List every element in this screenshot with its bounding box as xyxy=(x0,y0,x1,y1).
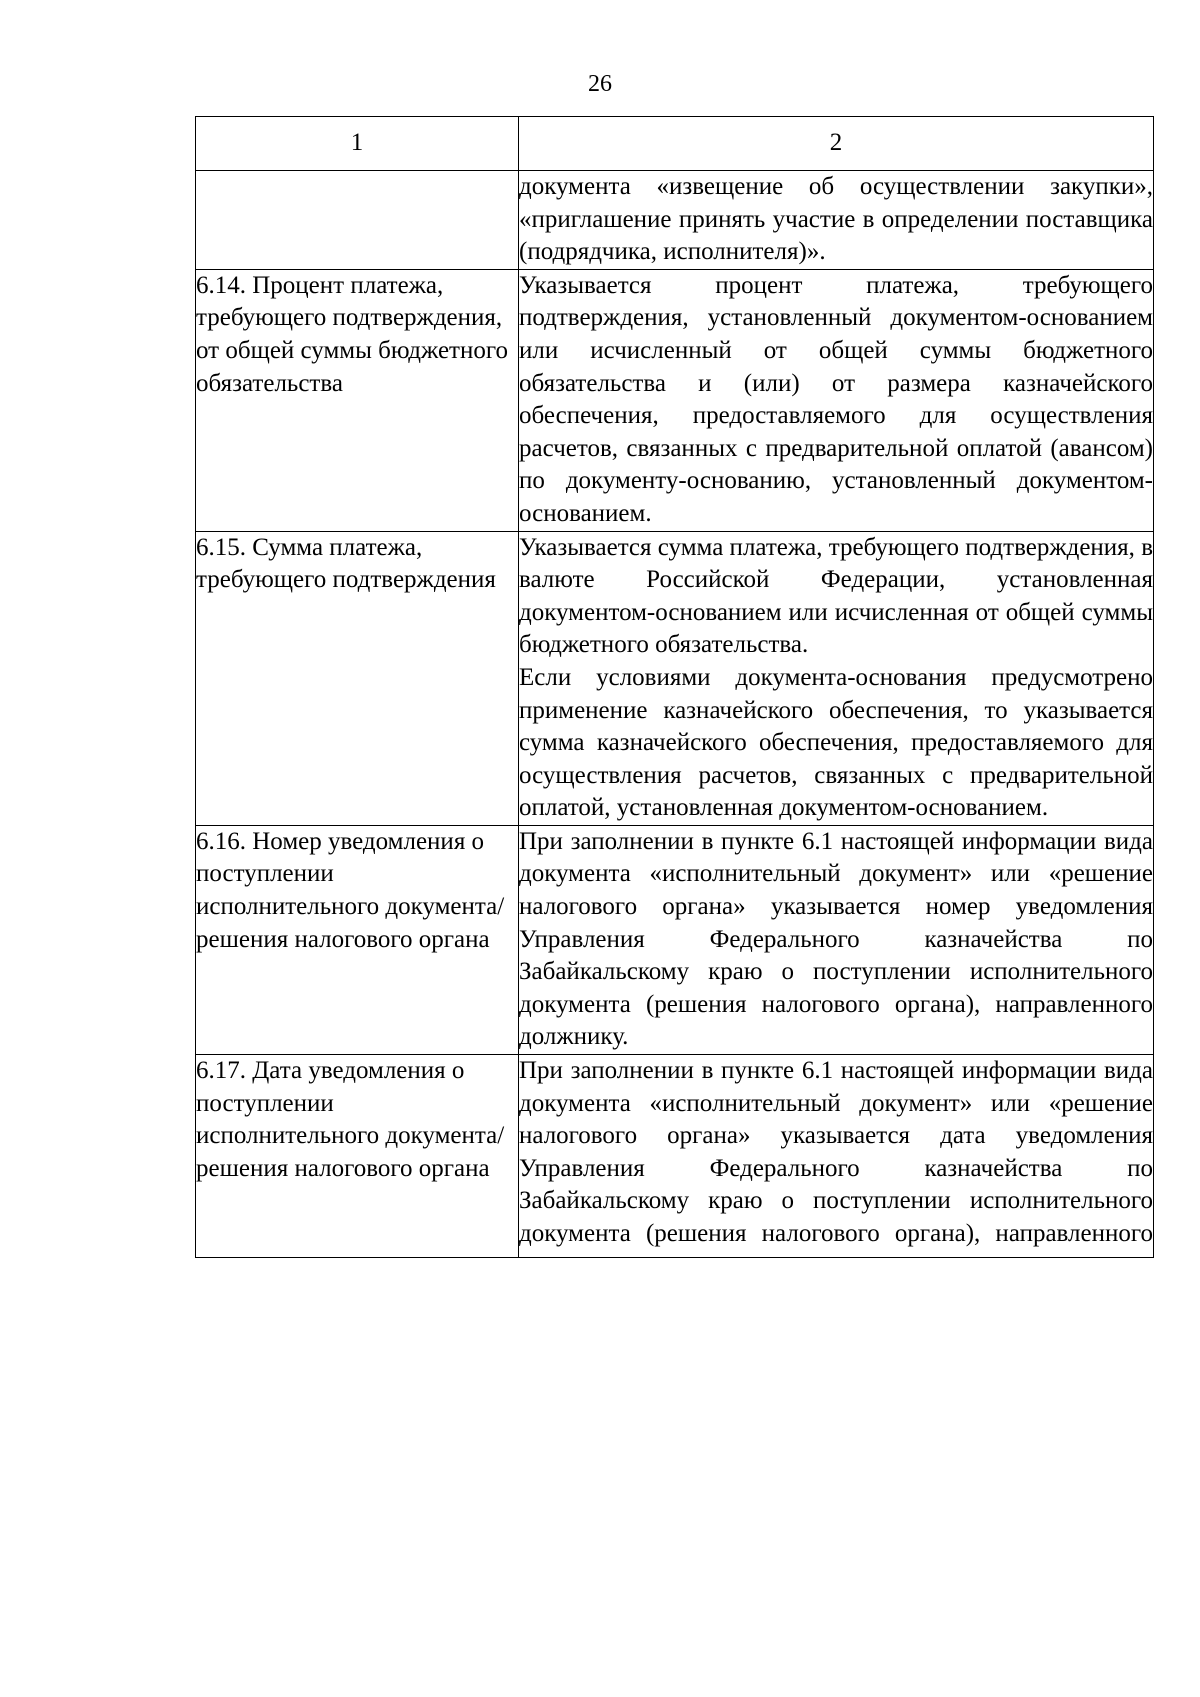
row-description-6-14 xyxy=(519,269,1154,531)
header-col-2: 2 xyxy=(519,117,1154,171)
row-description-6-16 xyxy=(519,825,1154,1054)
page-number: 26 xyxy=(588,71,612,97)
table-header-row xyxy=(196,117,1154,171)
description-text: Указывается процент платежа, требующего подтверждения, установленный документом-основанием или исчисленный от общей суммы бюджетного обязательства и (или) от размера казначейского обеспечения, предоставляемого для осуществления расчетов, связанных с предварительной оплатой (авансом) по документу-основанию, установленный документом-основанием. xyxy=(519,271,1153,527)
description-text: При заполнении в пункте 6.1 настоящей информации вида документа «исполнительный документ» или «решение налогового органа» указывается дата уведомления Управления Федерального казначейства по Забайкальскому краю о поступлении исполнительного документа (решения налогового органа), направленного xyxy=(519,1057,1153,1247)
table-row-continuation xyxy=(196,171,1154,270)
row-label-6-15: 6.15. Сумма платежа, требующего подтверждения xyxy=(196,531,519,825)
row-label-6-16: 6.16. Номер уведомления о поступлении исполнительного документа/решения налогового органа xyxy=(196,825,519,1054)
document-table xyxy=(195,116,1154,1258)
continuation-description-cell xyxy=(519,171,1154,270)
description-text-2: Если условиями документа-основания предусмотрено применение казначейского обеспечения, то указывается сумма казначейского обеспечения, предоставляемого для осуществления расчетов, связанных с предварительной оплатой, установленная документом-основанием. xyxy=(519,663,1153,822)
row-description-6-15 xyxy=(519,531,1154,825)
table-row xyxy=(196,269,1154,531)
table-row xyxy=(196,825,1154,1054)
continuation-label-cell xyxy=(196,171,519,270)
description-text: Указывается сумма платежа, требующего подтверждения, в валюте Российской Федерации, установленная документом-основанием или исчисленная от общей суммы бюджетного обязательства. xyxy=(519,533,1153,659)
header-col-1: 1 xyxy=(196,117,519,171)
description-text: При заполнении в пункте 6.1 настоящей информации вида документа «исполнительный документ» или «решение налогового органа» указывается номер уведомления Управления Федерального казначейства по Забайкальскому краю о поступлении исполнительного документа (решения налогового органа), направленного должнику. xyxy=(519,827,1153,1051)
row-description-6-17 xyxy=(519,1055,1154,1258)
row-label-6-17: 6.17. Дата уведомления о поступлении исполнительного документа/решения налогового органа xyxy=(196,1055,519,1258)
continuation-description: документа «извещение об осуществлении закупки», «приглашение принять участие в определении поставщика (подрядчика, исполнителя)». xyxy=(519,173,1153,266)
table-row xyxy=(196,531,1154,825)
table-row xyxy=(196,1055,1154,1258)
row-label-6-14: 6.14. Процент платежа, требующего подтверждения, от общей суммы бюджетного обязательства xyxy=(196,269,519,531)
